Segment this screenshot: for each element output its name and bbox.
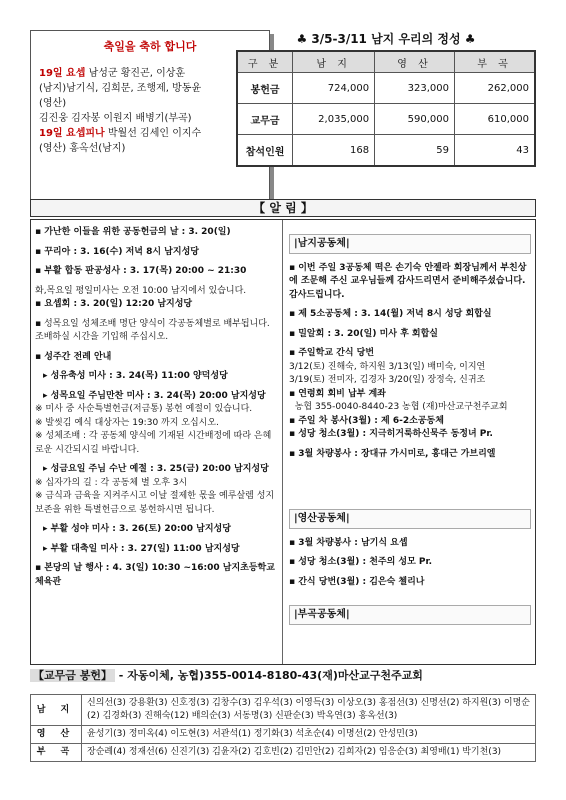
notice-item: ▪ 3월 차량봉사 : 장대규 가시미로, 홍대근 가브리엘 bbox=[289, 448, 496, 459]
offering-cell: 610,000 bbox=[455, 104, 535, 135]
notice-item: ▪ 성목요일 성체조배 명단 양식이 각공동체별로 배부됩니다. 조배하실 시간을 기입해 주십시오. bbox=[35, 318, 273, 342]
notice-section bbox=[30, 219, 536, 665]
donor-row bbox=[31, 744, 536, 762]
donor-row-label: 부 곡 bbox=[31, 744, 82, 762]
offering-row-label: 교무금 bbox=[237, 104, 293, 135]
notice-title: 【 알 림 】 bbox=[30, 199, 536, 217]
offering-row-label: 참석인원 bbox=[237, 135, 293, 167]
notice-item: ▪ 연령회 회비 납부 계좌 bbox=[289, 388, 386, 399]
notice-item: ▸ 성금요일 주님 수난 예절 : 3. 25(금) 20:00 남지성당 bbox=[43, 464, 269, 474]
notice-item: ▪ 부활 합동 판공성사 : 3. 17(목) 20:00 ~ 21:30 bbox=[35, 266, 247, 276]
feast-names: 남성군 황진곤, 이상훈 bbox=[85, 68, 186, 79]
feast-line: (남지)남기식, 김희문, 조행제, 방동윤 bbox=[39, 83, 202, 94]
notice-item: ▪ 성당 청소(3월) : 천주의 성모 Pr. bbox=[289, 557, 433, 567]
notice-item: ▪ 3월 차량봉사 : 남기식 요셉 bbox=[289, 537, 408, 548]
community-heading-bugok: |부곡공동체| bbox=[289, 605, 531, 625]
notice-item: ▪ 주일학교 간식 당번 bbox=[289, 348, 375, 358]
notice-item: ▪ 가난한 이들을 위한 공동헌금의 날 : 3. 20(일) bbox=[35, 227, 231, 237]
offering-header: 구 분 bbox=[237, 51, 293, 73]
donation-account: - 자동이체, 농협)355-0014-8180-43(재)마산교구천주교회 bbox=[114, 669, 423, 682]
offering-cell: 43 bbox=[455, 135, 535, 167]
offering-table bbox=[236, 50, 536, 167]
notice-item: ▸ 성유축성 미사 : 3. 24(목) 11:00 양덕성당 bbox=[43, 371, 228, 381]
offering-cell: 323,000 bbox=[375, 73, 455, 104]
offering-cell: 59 bbox=[375, 135, 455, 167]
notice-item: 화,목요일 평일미사는 오전 10:00 남지에서 있습니다. bbox=[35, 285, 247, 296]
feast-line bbox=[39, 66, 261, 81]
offering-header: 부 곡 bbox=[455, 51, 535, 73]
offering-cell: 590,000 bbox=[375, 104, 455, 135]
notice-item: 3/12(토) 진해숙, 하지원 3/13(일) 배미숙, 이지연 bbox=[289, 361, 486, 372]
offering-cell: 168 bbox=[293, 135, 375, 167]
offering-row bbox=[237, 104, 535, 135]
notice-item: ▪ 주일 차 봉사(3월) : 제 6-2소공동체 bbox=[289, 415, 444, 426]
notice-item: ▪ 간식 당번(3월) : 김은숙 첼리나 bbox=[289, 576, 425, 587]
offering-title: ♣ 3/5-3/11 남지 우리의 정성 ♣ bbox=[296, 32, 476, 46]
feast-line: (영산) 홍옥선(남지) bbox=[39, 143, 126, 154]
donor-names: 장순례(4) 정재선(6) 신진기(3) 김윤자(2) 김호빈(2) 김민안(2) 김희자(2) 임응순(3) 최영배(1) 박기천(3) bbox=[82, 744, 536, 762]
notice-item: ▪ 이번 주일 3공동체 떡은 손기숙 안젤라 회장님께서 부친상에 조문해 주신 교우님들께 감사드리면서 준비해주셨습니다. 감사드립니다. bbox=[289, 262, 529, 300]
donor-row bbox=[31, 695, 536, 726]
notice-item: 농협 355-0040-8440-23 농협 (재)마산교구천주교회 bbox=[289, 402, 508, 412]
offering-header: 남 지 bbox=[293, 51, 375, 73]
feast-names: 박월선 김세인 이지수 bbox=[104, 128, 202, 139]
notice-item: ▪ 요셉회 : 3. 20(일) 12:20 남지성당 bbox=[35, 299, 193, 309]
notice-item: ▪ 성주간 전례 안내 bbox=[35, 351, 112, 362]
notice-item: ▪ 꾸리아 : 3. 16(수) 저녁 8시 남지성당 bbox=[35, 246, 199, 257]
donor-row-label: 남 지 bbox=[31, 695, 82, 726]
notice-item: ▪ 제 5소공동체 : 3. 14(월) 저녁 8시 성당 회합실 bbox=[289, 309, 492, 319]
notice-item: ▸ 성목요일 주님만찬 미사 : 3. 24(목) 20:00 남지성당 bbox=[43, 390, 266, 401]
feast-line bbox=[39, 126, 261, 141]
offering-cell: 724,000 bbox=[293, 73, 375, 104]
community-heading-yeongsan: |영산공동체| bbox=[289, 509, 531, 529]
notice-item: ▸ 부활 성야 미사 : 3. 26(토) 20:00 남지성당 bbox=[43, 524, 231, 534]
notice-item: ▸ 부활 대축일 미사 : 3. 27(일) 11:00 남지성당 bbox=[43, 543, 240, 554]
donor-row bbox=[31, 726, 536, 744]
donation-info bbox=[30, 668, 536, 684]
donor-names: 윤성기(3) 정미옥(4) 이도현(3) 서관석(1) 정기화(3) 석초순(4) 이명선(2) 안성민(3) bbox=[82, 726, 536, 744]
notice-item: ※ 십자가의 길 : 각 공동체 별 오후 3시 bbox=[35, 477, 188, 488]
offering-cell: 262,000 bbox=[455, 73, 535, 104]
donor-row-label: 영 산 bbox=[31, 726, 82, 744]
community-heading-namji: |남지공동체| bbox=[289, 234, 531, 254]
donor-table bbox=[30, 694, 536, 762]
offering-row bbox=[237, 135, 535, 167]
notice-item: ※ 미사 중 사순특별헌금(저금통) 봉헌 예절이 있습니다. bbox=[35, 404, 253, 414]
notice-item: ▪ 본당의 날 행사 : 4. 3(일) 10:30 ~16:00 남지초등학교체육관 bbox=[35, 563, 275, 587]
offering-section bbox=[236, 28, 536, 188]
donor-names: 신의선(3) 강용환(3) 신호정(3) 김창수(3) 김우석(3) 이영득(3) 이상오(3) 홍점선(3) 신명선(2) 하지원(3) 이명순(2) 김경화(3) 진해숙(12) 배의순(3) 서동명(3) 신판순(3) 박옥연(3) 홍옥선(3) bbox=[82, 695, 536, 726]
offering-header: 영 산 bbox=[375, 51, 455, 73]
notice-left-column bbox=[31, 220, 283, 664]
notice-item: ▪ 성당 청소(3월) : 지극히거룩하신묵주 동정녀 Pr. bbox=[289, 429, 493, 439]
feast-day-box bbox=[30, 30, 270, 200]
feast-line: 김진웅 김자봉 이원지 배병기(부곡) bbox=[39, 113, 192, 124]
offering-cell: 2,035,000 bbox=[293, 104, 375, 135]
notice-item: ※ 금식과 금육을 지켜주시고 이날 절제한 몫을 예루살렘 성지보존을 위한 특별헌금으로 봉헌하시면 됩니다. bbox=[35, 491, 275, 515]
offering-header-row bbox=[237, 51, 535, 73]
donation-label: 【교무금 봉헌】 bbox=[30, 669, 115, 682]
notice-item: ※ 발씻김 예식 대상자는 19:30 까지 오십시오. bbox=[35, 417, 219, 428]
feast-date-name: 19일 요셉피나 bbox=[39, 128, 105, 139]
notice-right-column bbox=[283, 220, 537, 664]
feast-date-name: 19일 요셉 bbox=[39, 68, 86, 79]
notice-item: 3/19(토) 전미자, 김경자 3/20(일) 장정숙, 신귀조 bbox=[289, 375, 486, 385]
offering-row-label: 봉헌금 bbox=[237, 73, 293, 104]
feast-day-title: 축일을 축하 합니다 bbox=[103, 40, 197, 53]
offering-row bbox=[237, 73, 535, 104]
feast-line: (영산) bbox=[39, 98, 67, 109]
notice-item: ▪ 밀알회 : 3. 20(일) 미사 후 회합실 bbox=[289, 328, 439, 339]
notice-item: ※ 성체조배 : 각 공동체 양식에 기재된 시간배정에 따라 은혜로운 시간되시길 바랍니다. bbox=[35, 431, 272, 455]
